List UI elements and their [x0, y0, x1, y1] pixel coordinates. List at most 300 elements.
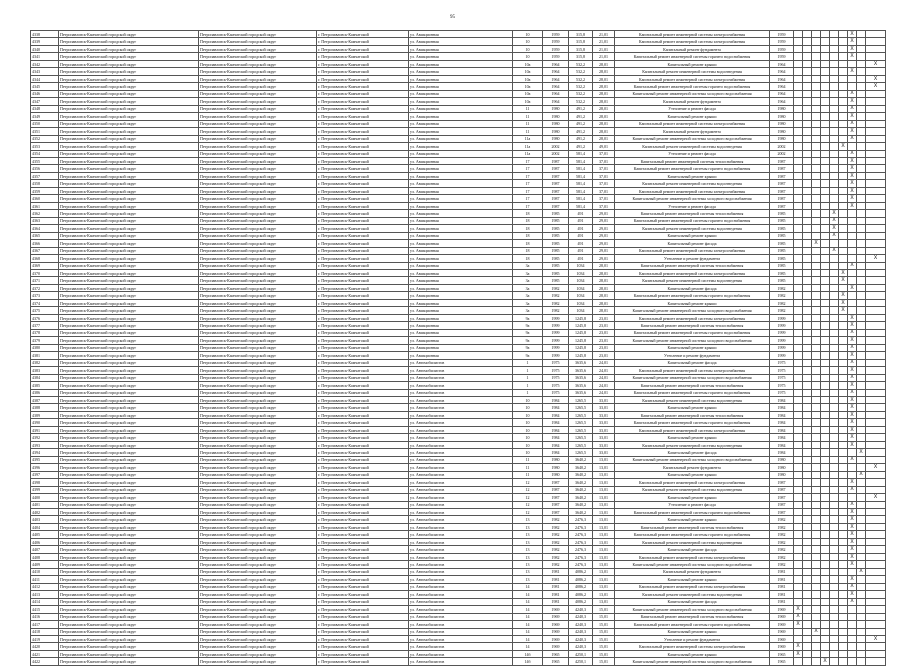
table-cell-mark — [830, 456, 839, 463]
table-cell: Петропавловск-Камчатский городской округ — [199, 75, 317, 82]
table-cell: г. Петропавловск-Камчатский — [317, 449, 409, 456]
table-cell: 3635,6 — [569, 367, 593, 374]
table-cell-mark — [821, 255, 830, 262]
table-cell: ул. Автомобилистов — [409, 568, 513, 575]
table-cell-mark — [866, 90, 886, 97]
table-cell-mark — [803, 128, 812, 135]
table-cell-mark — [830, 60, 839, 67]
table-cell-mark — [794, 113, 803, 120]
table-cell-mark — [866, 561, 886, 568]
table-cell: 1980 — [770, 105, 794, 112]
table-cell: Капитальный ремонт крыши — [615, 344, 770, 351]
table-cell-mark — [866, 38, 886, 45]
table-cell-mark — [839, 83, 848, 90]
table-cell-mark — [830, 187, 839, 194]
table-cell-mark — [803, 464, 812, 471]
table-cell-mark: X — [866, 60, 886, 67]
table-cell: 1980 — [770, 120, 794, 127]
table-cell: 4421 — [31, 650, 59, 657]
table-cell: 581,4 — [569, 150, 593, 157]
table-cell: 9а — [513, 322, 543, 329]
table-cell: Капитальный ремонт инженерной системы холодного водоснабжения — [615, 307, 770, 314]
table-cell-mark: X — [848, 434, 857, 441]
table-cell: г. Петропавловск-Камчатский — [317, 232, 409, 239]
table-cell: 13,01 — [593, 591, 615, 598]
table-cell-mark — [794, 591, 803, 598]
table-cell: 15,01 — [593, 628, 615, 635]
table-cell-mark — [866, 31, 886, 38]
table-cell: 1999 — [770, 322, 794, 329]
table-cell-mark — [857, 38, 866, 45]
table-cell: 4342 — [31, 60, 59, 67]
table-cell-mark — [821, 434, 830, 441]
table-cell-mark — [830, 553, 839, 560]
table-cell-mark — [794, 299, 803, 306]
table-cell: Петропавловск-Камчатский городской округ — [59, 143, 199, 150]
table-cell: 1987 — [543, 157, 569, 164]
table-cell-mark — [812, 120, 821, 127]
table-cell-mark — [821, 210, 830, 217]
table-cell: Капитальный ремонт крыши — [615, 516, 770, 523]
table-cell: Петропавловск-Камчатский городской округ — [59, 314, 199, 321]
table-cell: Капитальный ремонт инженерной системы электроснабжения — [615, 367, 770, 374]
table-cell: ул. Автомобилистов — [409, 591, 513, 598]
table-cell-mark — [812, 314, 821, 321]
table-cell-mark — [839, 434, 848, 441]
table-cell: Петропавловск-Камчатский городской округ — [199, 352, 317, 359]
table-cell: Петропавловск-Камчатский городской округ — [199, 255, 317, 262]
table-cell: ул. Автомобилистов — [409, 531, 513, 538]
table-cell: ул. Автомобилистов — [409, 471, 513, 478]
table-cell-mark — [794, 120, 803, 127]
table-row — [31, 202, 886, 209]
table-cell: Петропавловск-Камчатский городской округ — [199, 389, 317, 396]
table-cell: Петропавловск-Камчатский городской округ — [59, 359, 199, 366]
table-cell: 3а — [513, 299, 543, 306]
table-cell-mark — [803, 576, 812, 583]
table-cell-mark — [803, 53, 812, 60]
table-cell: ул. Авиационная — [409, 75, 513, 82]
table-cell-mark — [830, 352, 839, 359]
table-cell-mark — [794, 523, 803, 530]
table-cell-mark — [866, 270, 886, 277]
table-row — [31, 501, 886, 508]
table-cell-mark: X — [848, 31, 857, 38]
table-cell: 1964 — [543, 60, 569, 67]
table-cell: Петропавловск-Камчатский городской округ — [199, 404, 317, 411]
table-cell: г. Петропавловск-Камчатский — [317, 210, 409, 217]
table-cell-mark — [794, 255, 803, 262]
table-row — [31, 172, 886, 179]
table-cell: Капитальный ремонт инженерной системы холодного водоснабжения — [615, 561, 770, 568]
table-cell-mark — [839, 352, 848, 359]
table-cell: Капитальный ремонт инженерной системы горячего водоснабжения — [615, 53, 770, 60]
table-row — [31, 120, 886, 127]
table-cell: Петропавловск-Камчатский городской округ — [59, 329, 199, 336]
table-cell-mark — [866, 389, 886, 396]
table-cell-mark — [812, 449, 821, 456]
table-cell-mark: X — [794, 650, 803, 657]
table-cell-mark — [803, 538, 812, 545]
table-cell: 23,01 — [593, 352, 615, 359]
table-cell-mark — [821, 172, 830, 179]
table-cell-mark — [812, 172, 821, 179]
table-cell: Петропавловск-Камчатский городской округ — [199, 538, 317, 545]
table-cell: Капитальный ремонт крыши — [615, 113, 770, 120]
table-cell-mark — [803, 516, 812, 523]
table-cell: г. Петропавловск-Камчатский — [317, 45, 409, 52]
table-row — [31, 359, 886, 366]
table-cell-mark — [812, 247, 821, 254]
table-cell: Капитальный ремонт фасада — [615, 449, 770, 456]
table-cell: 581,4 — [569, 180, 593, 187]
table-cell: 1999 — [770, 344, 794, 351]
table-cell: 1982 — [543, 553, 569, 560]
table-cell: Петропавловск-Камчатский городской округ — [199, 284, 317, 291]
table-cell-mark — [866, 359, 886, 366]
table-cell: Капитальный ремонт инженерной системы теплоснабжения — [615, 322, 770, 329]
table-cell: Петропавловск-Камчатский городской округ — [59, 382, 199, 389]
table-cell: 3640,2 — [569, 494, 593, 501]
table-cell-mark — [830, 613, 839, 620]
table-cell: Петропавловск-Камчатский городской округ — [59, 68, 199, 75]
table-cell-mark — [812, 217, 821, 224]
table-cell: 1959 — [543, 31, 569, 38]
table-cell: Капитальный ремонт инженерной системы холодного водоснабжения — [615, 90, 770, 97]
table-cell-mark — [830, 202, 839, 209]
table-cell-mark — [848, 650, 857, 657]
table-cell-mark: X — [839, 143, 848, 150]
table-cell: 13,01 — [593, 568, 615, 575]
table-cell: ул. Авиационная — [409, 113, 513, 120]
table-cell-mark — [830, 509, 839, 516]
table-cell-mark — [839, 187, 848, 194]
table-cell: 4387 — [31, 396, 59, 403]
table-cell-mark: X — [848, 284, 857, 291]
table-cell-mark — [821, 650, 830, 657]
table-cell-mark — [812, 471, 821, 478]
table-cell-mark — [794, 441, 803, 448]
table-cell: 15,01 — [593, 643, 615, 650]
table-cell: Петропавловск-Камчатский городской округ — [199, 105, 317, 112]
table-cell: Петропавловск-Камчатский городской округ — [199, 591, 317, 598]
table-cell-mark — [848, 606, 857, 613]
table-cell-mark — [821, 591, 830, 598]
table-cell: 14 — [513, 598, 543, 605]
table-cell: 15,01 — [593, 613, 615, 620]
table-cell: 2476,3 — [569, 546, 593, 553]
table-cell: Петропавловск-Камчатский городской округ — [199, 247, 317, 254]
table-cell-mark — [848, 292, 857, 299]
table-cell: 1981 — [543, 583, 569, 590]
table-cell: 1987 — [543, 165, 569, 172]
table-cell: ул. Автомобилистов — [409, 621, 513, 628]
table-row — [31, 165, 886, 172]
table-cell-mark — [794, 509, 803, 516]
table-cell-mark — [821, 374, 830, 381]
table-cell: 1987 — [770, 187, 794, 194]
table-cell: 37,01 — [593, 195, 615, 202]
table-cell: 10 — [513, 45, 543, 52]
table-row — [31, 516, 886, 523]
table-cell: 1985 — [770, 255, 794, 262]
table-cell: 1 — [513, 382, 543, 389]
table-cell: 28,01 — [593, 105, 615, 112]
table-cell: 4414 — [31, 598, 59, 605]
table-cell: Петропавловск-Камчатский городской округ — [59, 202, 199, 209]
table-cell-mark — [839, 576, 848, 583]
table-row — [31, 150, 886, 157]
table-cell-mark — [857, 613, 866, 620]
table-cell-mark — [794, 374, 803, 381]
table-cell-mark — [821, 120, 830, 127]
table-cell: ул. Авиационная — [409, 247, 513, 254]
table-cell-mark — [830, 75, 839, 82]
table-cell: 1985 — [543, 270, 569, 277]
table-cell: Петропавловск-Камчатский городской округ — [199, 337, 317, 344]
table-cell: 4359 — [31, 187, 59, 194]
table-cell: 1987 — [543, 195, 569, 202]
table-row — [31, 60, 886, 67]
table-cell: ул. Авиационная — [409, 180, 513, 187]
table-cell: Капитальный ремонт инженерной системы электроснабжения — [615, 270, 770, 277]
table-cell-mark — [794, 314, 803, 321]
table-cell-mark — [803, 60, 812, 67]
table-cell-mark — [857, 113, 866, 120]
table-cell-mark — [803, 180, 812, 187]
table-cell-mark: X — [857, 449, 866, 456]
table-cell: 15,01 — [593, 606, 615, 613]
table-cell-mark: X — [812, 628, 821, 635]
table-cell-mark — [812, 202, 821, 209]
table-cell: 37,01 — [593, 157, 615, 164]
table-cell: 4405 — [31, 531, 59, 538]
table-row — [31, 307, 886, 314]
table-cell-mark — [857, 456, 866, 463]
table-cell: ул. Автомобилистов — [409, 494, 513, 501]
table-cell: 1 — [513, 359, 543, 366]
table-cell: 33,01 — [593, 396, 615, 403]
table-cell-mark — [830, 270, 839, 277]
table-cell: 4352 — [31, 135, 59, 142]
table-cell-mark — [830, 419, 839, 426]
table-cell: ул. Автомобилистов — [409, 382, 513, 389]
table-cell-mark — [839, 262, 848, 269]
table-cell-mark — [839, 322, 848, 329]
table-cell-mark — [857, 195, 866, 202]
table-cell: 28,01 — [593, 307, 615, 314]
table-cell-mark — [839, 456, 848, 463]
table-cell: 4351 — [31, 128, 59, 135]
table-cell: 1984 — [543, 449, 569, 456]
table-cell-mark — [866, 247, 886, 254]
table-cell: 1265,5 — [569, 449, 593, 456]
table-cell: ул. Автомобилистов — [409, 441, 513, 448]
table-cell: Петропавловск-Камчатский городской округ — [199, 143, 317, 150]
table-row — [31, 83, 886, 90]
table-cell: 18 — [513, 240, 543, 247]
table-cell-mark — [821, 396, 830, 403]
table-cell-mark: X — [848, 598, 857, 605]
table-cell-mark — [803, 553, 812, 560]
table-cell-mark: X — [839, 299, 848, 306]
table-cell: 17 — [513, 187, 543, 194]
table-cell: Петропавловск-Камчатский городской округ — [59, 471, 199, 478]
table-cell: 4356 — [31, 165, 59, 172]
table-row — [31, 217, 886, 224]
table-cell-mark — [857, 270, 866, 277]
table-cell: Петропавловск-Камчатский городской округ — [59, 456, 199, 463]
table-cell-mark — [839, 210, 848, 217]
table-cell: 1 — [513, 367, 543, 374]
table-cell: 23,01 — [593, 322, 615, 329]
table-cell-mark: X — [866, 635, 886, 642]
table-cell: ул. Авиационная — [409, 299, 513, 306]
table-cell: 1982 — [543, 299, 569, 306]
table-cell: 4240,3 — [569, 613, 593, 620]
table-cell: 4350 — [31, 120, 59, 127]
table-cell-mark: X — [848, 411, 857, 418]
table-cell-mark — [821, 284, 830, 291]
table-cell-mark — [803, 471, 812, 478]
table-cell: 4422 — [31, 658, 59, 665]
table-cell-mark — [857, 352, 866, 359]
table-cell: Петропавловск-Камчатский городской округ — [199, 172, 317, 179]
table-cell: Петропавловск-Камчатский городской округ — [59, 180, 199, 187]
table-cell: Петропавловск-Камчатский городской округ — [59, 60, 199, 67]
table-cell-mark — [821, 83, 830, 90]
table-cell-mark — [866, 337, 886, 344]
table-cell-mark — [830, 120, 839, 127]
table-cell: 4412 — [31, 583, 59, 590]
table-cell: 13,01 — [593, 598, 615, 605]
table-cell-mark — [812, 344, 821, 351]
table-cell: 4364 — [31, 225, 59, 232]
table-cell: 1975 — [770, 359, 794, 366]
table-cell-mark — [839, 568, 848, 575]
table-cell-mark: X — [866, 494, 886, 501]
table-cell-mark — [839, 650, 848, 657]
table-cell-mark — [848, 621, 857, 628]
table-cell-mark — [866, 68, 886, 75]
table-cell: 11а — [513, 135, 543, 142]
table-cell-mark — [794, 352, 803, 359]
table-cell: 1985 — [543, 210, 569, 217]
table-cell: Петропавловск-Камчатский городской округ — [199, 396, 317, 403]
table-cell: 1959 — [770, 45, 794, 52]
table-cell-mark — [857, 411, 866, 418]
table-cell-mark — [821, 441, 830, 448]
table-cell: 28,01 — [593, 135, 615, 142]
table-cell-mark — [812, 75, 821, 82]
table-cell-mark — [821, 150, 830, 157]
table-cell: г. Петропавловск-Камчатский — [317, 606, 409, 613]
table-cell: 11 — [513, 120, 543, 127]
table-cell: 4345 — [31, 83, 59, 90]
table-cell: ул. Автомобилистов — [409, 628, 513, 635]
table-cell-mark — [821, 367, 830, 374]
table-cell-mark — [866, 426, 886, 433]
table-cell: 1985 — [543, 225, 569, 232]
table-cell-mark — [821, 382, 830, 389]
table-row — [31, 180, 886, 187]
table-cell: 1982 — [770, 292, 794, 299]
table-cell-mark — [821, 404, 830, 411]
table-cell-mark — [866, 172, 886, 179]
table-cell-mark — [857, 284, 866, 291]
table-cell-mark — [821, 561, 830, 568]
table-cell: 1959 — [770, 53, 794, 60]
table-cell: 1034 — [569, 307, 593, 314]
table-cell: г. Петропавловск-Камчатский — [317, 523, 409, 530]
table-cell: г. Петропавловск-Камчатский — [317, 31, 409, 38]
table-cell-mark — [812, 307, 821, 314]
table-row — [31, 247, 886, 254]
table-cell: ул. Автомобилистов — [409, 650, 513, 657]
table-cell: 4386 — [31, 389, 59, 396]
table-cell: 4380 — [31, 344, 59, 351]
table-cell-mark — [794, 322, 803, 329]
table-cell: 4240,3 — [569, 628, 593, 635]
table-cell: 13,01 — [593, 576, 615, 583]
table-cell: 1999 — [770, 337, 794, 344]
table-cell: Капитальный ремонт инженерной системы теплоснабжения — [615, 157, 770, 164]
table-cell-mark — [839, 658, 848, 665]
table-cell: 1965 — [543, 658, 569, 665]
table-cell: 4340 — [31, 45, 59, 52]
table-row — [31, 105, 886, 112]
table-cell-mark — [794, 232, 803, 239]
table-cell-mark — [830, 501, 839, 508]
table-cell-mark — [803, 367, 812, 374]
table-cell-mark — [794, 456, 803, 463]
table-cell: ул. Авиационная — [409, 128, 513, 135]
table-cell-mark — [839, 195, 848, 202]
table-cell-mark — [839, 628, 848, 635]
table-cell: г. Петропавловск-Камчатский — [317, 568, 409, 575]
table-cell: 33,01 — [593, 404, 615, 411]
table-cell: Петропавловск-Камчатский городской округ — [59, 494, 199, 501]
table-cell: 10а — [513, 98, 543, 105]
table-cell: Петропавловск-Камчатский городской округ — [199, 120, 317, 127]
table-cell-mark: X — [866, 255, 886, 262]
table-cell: 13,01 — [593, 583, 615, 590]
table-cell-mark — [857, 576, 866, 583]
table-cell-mark — [830, 449, 839, 456]
table-cell-mark — [848, 143, 857, 150]
table-cell-mark — [803, 449, 812, 456]
table-cell-mark — [794, 135, 803, 142]
table-cell-mark: X — [848, 187, 857, 194]
table-cell-mark — [812, 650, 821, 657]
table-cell-mark — [794, 195, 803, 202]
table-cell: 1987 — [543, 501, 569, 508]
table-cell: г. Петропавловск-Камчатский — [317, 120, 409, 127]
table-cell-mark — [821, 299, 830, 306]
table-row — [31, 494, 886, 501]
table-cell: 12 — [513, 486, 543, 493]
table-cell-mark — [812, 262, 821, 269]
table-cell: Капитальный ремонт крыши — [615, 404, 770, 411]
table-cell-mark — [803, 45, 812, 52]
table-cell: 4383 — [31, 367, 59, 374]
table-cell-mark — [839, 232, 848, 239]
table-cell: 4373 — [31, 292, 59, 299]
table-cell-mark — [866, 404, 886, 411]
table-cell-mark — [803, 98, 812, 105]
table-cell-mark — [803, 523, 812, 530]
table-cell: Капитальный ремонт инженерной системы электроснабжения — [615, 553, 770, 560]
